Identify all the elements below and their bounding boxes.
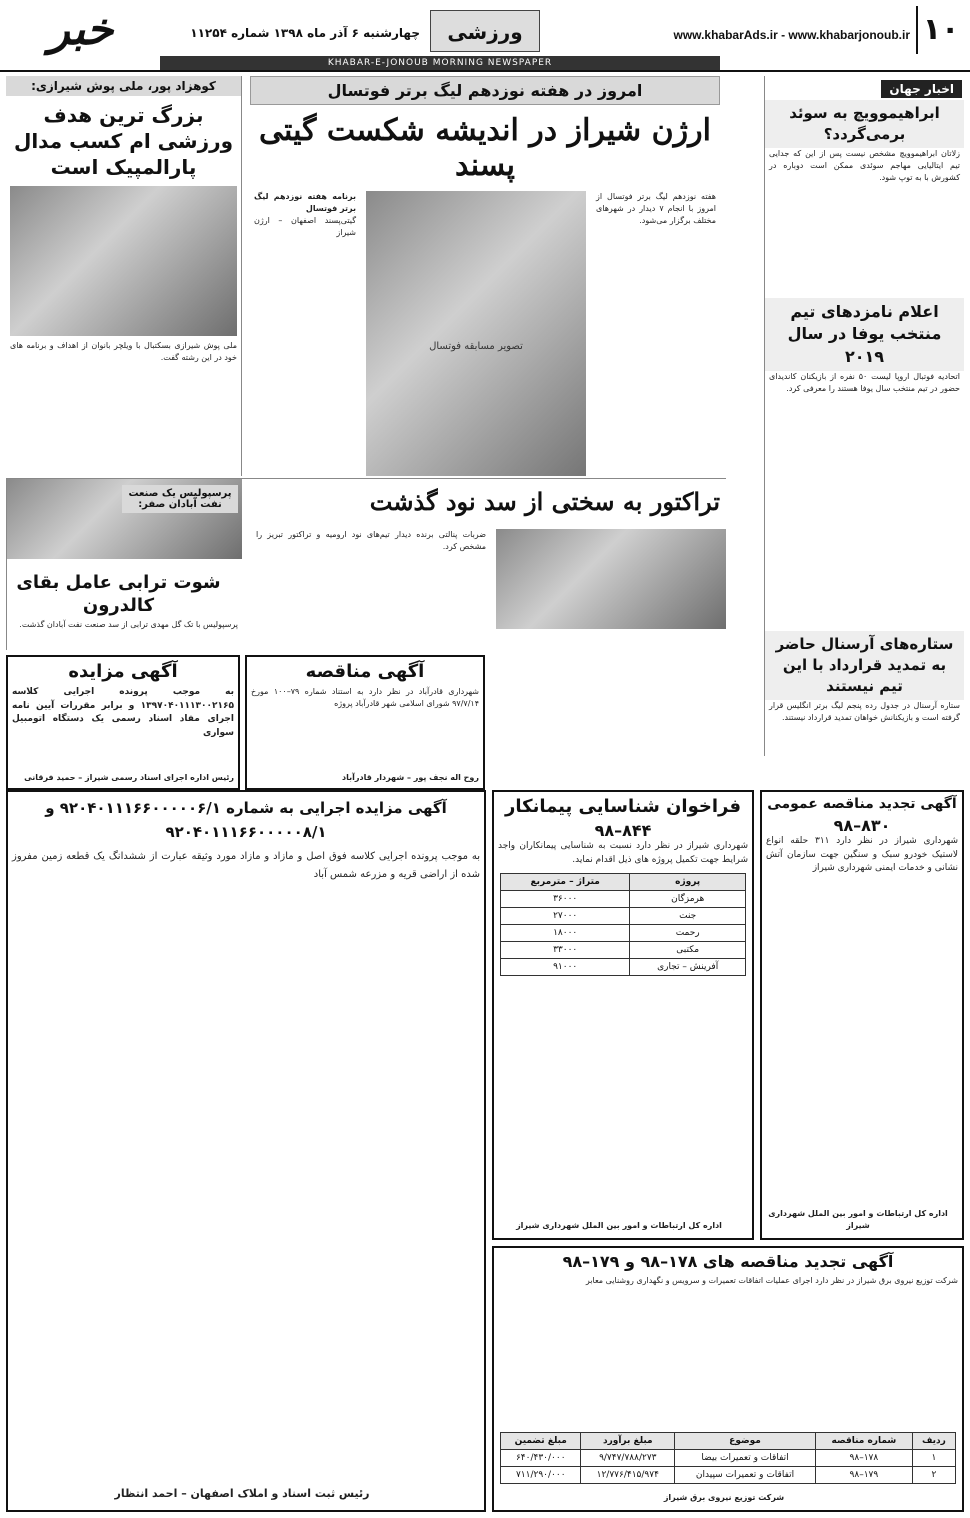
call-table-row — [501, 925, 746, 942]
call-table — [500, 873, 746, 976]
call-table-wrap — [494, 867, 752, 982]
auction-ad — [6, 655, 240, 790]
power-table-header: ردیف — [912, 1433, 955, 1450]
auction-text: به موجب پرونده اجرایی کلاسه ۱۳۹۷۰۴۰۱۱۱۳۰۰۲۱۶۵ و برابر مقررات آیین نامه اجرای مفاد اسناد رسمی یک دستگاه اتومبیل سواری — [12, 687, 234, 738]
newspaper-logo: خبر — [48, 4, 114, 55]
paralympic-headline: بزرگ ترین هدف ورزشی ام کسب مدال پارالمپیک است — [13, 103, 234, 179]
date-line: چهارشنبه ۶ آذر ماه ۱۳۹۸ شماره ۱۱۲۵۴ — [190, 26, 420, 40]
power-table-cell: ۱ — [912, 1450, 955, 1467]
big-auction-ad — [6, 790, 486, 1512]
call-table-cell: رحمت — [630, 925, 746, 942]
power-text: شرکت توزیع نیروی برق شیراز در نظر دارد اجرای عملیات اتفاقات تعمیرات و سرویس و نگهداری روشنایی معابر — [585, 1276, 958, 1285]
power-table-cell: اتفاقات و تعمیرات سپیدان — [675, 1467, 816, 1484]
futsal-story — [250, 76, 720, 476]
tender-ad — [245, 655, 485, 790]
story1-text: زلاتان ابراهیموویچ مشخص نیست پس از این که جدایی تیم ایتالیایی مهاجم سوئدی ممکن است دوباره در کشورش با به توپ شود. — [769, 149, 960, 182]
call-table-row — [501, 891, 746, 908]
call-table-header: پروژه — [630, 874, 746, 891]
call-table-cell: آفرینش – تجاری — [630, 959, 746, 976]
tractor-story — [251, 479, 726, 650]
paralympic-story — [6, 76, 242, 476]
story3-text: ستاره آرسنال در جدول رده پنجم لیگ برتر انگلیس قرار گرفته است و بازیکنانش خواهان تمدید قرارداد نیستند. — [769, 701, 960, 723]
masthead — [0, 0, 970, 72]
tender-footer: روح اله نجف پور – شهردار قادرآباد — [342, 773, 479, 782]
tractor-text: ضربات پنالتی برنده دیدار تیم‌های نود ارومیه و تراکتور تبریز را مشخص کرد. — [256, 530, 486, 551]
call-table-cell: ۹۱۰۰۰ — [501, 959, 630, 976]
power-table-wrap — [500, 1432, 956, 1484]
renew-title: آگهی تجدید مناقصه عمومی — [767, 796, 957, 812]
match-label: گیتی‌پسند اصفهان – ارژن شیراز — [254, 216, 356, 237]
site-url[interactable]: www.khabarAds.ir - www.khabarjonoub.ir — [673, 28, 910, 42]
call-table-cell: ۲۷۰۰۰ — [501, 908, 630, 925]
futsal-kicker: امروز در هفته نوزدهم لیگ برتر فوتسال — [250, 76, 720, 105]
persepolis-headline: شوت ترابی عامل بقای کالدرون — [16, 572, 221, 617]
call-table-cell: ۳۳۰۰۰ — [501, 942, 630, 959]
call-table-cell: هرمزگان — [630, 891, 746, 908]
power-table-header: مبلغ تضمین — [501, 1433, 581, 1450]
auction-footer: رئیس اداره اجرای اسناد رسمی شیراز – حمید فرقانی — [24, 773, 234, 782]
story1-title: ابراهیموویچ به سوئد برمی‌گردد؟ — [765, 100, 964, 148]
wheelchair-basketball-photo — [10, 186, 237, 336]
call-table-cell: جنت — [630, 908, 746, 925]
power-table-cell: ۱۷۸–۹۸ — [815, 1450, 912, 1467]
photo-caption: تصویر مسابقه فوتسال — [429, 340, 523, 352]
renew-text: شهرداری شیراز در نظر دارد ۳۱۱ حلقه انواع لاستیک خودرو سبک و سنگین جهت سازمان آتش نشانی و خدمات ایمنی شهرداری شیراز — [766, 836, 959, 873]
renew-footer: اداره کل ارتباطات و امور بین الملل شهرداری شیراز — [768, 1209, 948, 1230]
big-auction-title: آگهی مزایده اجرایی به شماره ۹۲۰۴۰۱۱۱۶۶۰۰۰۰۰۶/۱ و ۹۲۰۴۰۱۱۱۶۶۰۰۰۰۰۸/۱ — [45, 799, 447, 841]
renew-number: ۹۸–۸۳۰ — [833, 816, 891, 835]
mid-band — [6, 478, 726, 650]
call-table-row — [501, 942, 746, 959]
power-table-cell: ۱۲/۷۷۶/۴۱۵/۹۷۴ — [581, 1467, 675, 1484]
call-title: فراخوان شناسایی پیمانکار — [505, 796, 741, 817]
persepolis-story — [6, 479, 242, 650]
call-table-cell: مکتبی — [630, 942, 746, 959]
power-table — [500, 1432, 956, 1484]
futsal-photo — [366, 191, 586, 476]
futsal-intro: هفته نوزدهم لیگ برتر فوتسال از امروز با انجام ۷ دیدار در شهرهای مختلف برگزار می‌شود. — [596, 192, 716, 225]
call-footer: اداره کل ارتباطات و امور بین الملل شهرداری شیراز — [516, 1221, 722, 1230]
power-table-cell: ۶۴۰/۴۳۰/۰۰۰ — [501, 1450, 581, 1467]
tractor-headline: تراکتور به سختی از سد نود گذشت — [369, 487, 720, 516]
call-table-header: متراژ – مترمربع — [501, 874, 630, 891]
english-name: KHABAR-E-JONOUB MORNING NEWSPAPER — [160, 56, 720, 70]
power-table-cell: ۹/۷۴۷/۷۸۸/۲۷۳ — [581, 1450, 675, 1467]
story2-text: اتحادیه فوتبال اروپا لیست ۵۰ نفره از بازیکنان کاندیدای حضور در تیم منتخب سال یوفا هستند را معرفی کرد. — [769, 372, 960, 394]
story2-title: اعلام نامزدهای تیم منتخب یوفا در سال ۲۰۱۹ — [765, 298, 964, 371]
futsal-headline: ارژن شیراز در اندیشه شکست گیتی پسند — [259, 113, 711, 183]
call-table-cell: ۳۶۰۰۰ — [501, 891, 630, 908]
auction-title: آگهی مزایده — [68, 661, 178, 682]
paralympic-text: ملی پوش شیرازی بسکتبال با ویلچر بانوان از اهداف و برنامه های خود در این رشته گفت. — [10, 341, 237, 362]
page-number: ۱۰ — [916, 6, 964, 54]
call-table-row — [501, 908, 746, 925]
world-news-column — [764, 76, 964, 756]
call-table-row — [501, 959, 746, 976]
section-label: ورزشی — [430, 10, 540, 52]
big-auction-footer: رئیس ثبت اسناد و املاک اصفهان – احمد انتظار — [114, 1486, 370, 1500]
power-table-row — [501, 1450, 956, 1467]
power-footer: شرکت توزیع نیروی برق شیراز — [663, 1493, 785, 1502]
call-number: ۹۸–۸۴۴ — [594, 821, 652, 840]
big-auction-text: به موجب پرونده اجرایی کلاسه فوق اصل و مازاد و مازاد مورد وثیقه عبارت از ششدانگ یک قطعه زمین مفروز شده از اراضی قریه و مزرعه شمس آباد — [12, 851, 480, 880]
power-table-row — [501, 1467, 956, 1484]
contractor-call-ad — [492, 790, 754, 1240]
call-table-cell: ۱۸۰۰۰ — [501, 925, 630, 942]
power-table-header: شماره مناقصه — [815, 1433, 912, 1450]
tender-title: آگهی مناقصه — [305, 661, 425, 682]
power-tender-ad — [492, 1246, 964, 1512]
story3-title: ستاره‌های آرسنال حاضر به تمدید قرارداد با این تیم نیستند — [765, 631, 964, 700]
power-table-cell: ۱۷۹–۹۸ — [815, 1467, 912, 1484]
tender-text: شهرداری قادرآباد در نظر دارد به استناد شماره ۷۹–۱۰۰ مورخ ۹۷/۷/۱۴ شورای اسلامی شهر قادرآباد پروژه — [251, 687, 479, 708]
power-table-cell: ۷۱۱/۲۹۰/۰۰۰ — [501, 1467, 581, 1484]
power-table-header: مبلغ برآورد — [581, 1433, 675, 1450]
call-text: شهرداری شیراز در نظر دارد نسبت به شناسایی پیمانکاران واجد شرایط جهت تکمیل پروژه های ذیل اقدام نماید. — [498, 841, 748, 865]
power-table-cell: ۲ — [912, 1467, 955, 1484]
power-table-header: موضوع — [675, 1433, 816, 1450]
persepolis-kicker: پرسپولیس یک صنعت نفت آبادان صفر: — [122, 485, 238, 513]
fixtures-title: برنامه هفته نوزدهم لیگ برتر فوتسال — [254, 192, 356, 213]
power-title: آگهی تجدید مناقصه های ۱۷۸–۹۸ و ۱۷۹–۹۸ — [562, 1252, 894, 1271]
tractor-photo — [496, 529, 726, 629]
paralympic-kicker: کوهزاد پور، ملی پوش شیرازی: — [6, 76, 241, 96]
persepolis-text: پرسپولیس با تک گل مهدی ترابی از سد صنعت نفت آبادان گذشت. — [19, 620, 238, 629]
power-table-cell: اتفاقات و تعمیرات بیضا — [675, 1450, 816, 1467]
renewed-tender-ad — [760, 790, 964, 1240]
world-news-tag: اخبار جهان — [881, 80, 962, 98]
